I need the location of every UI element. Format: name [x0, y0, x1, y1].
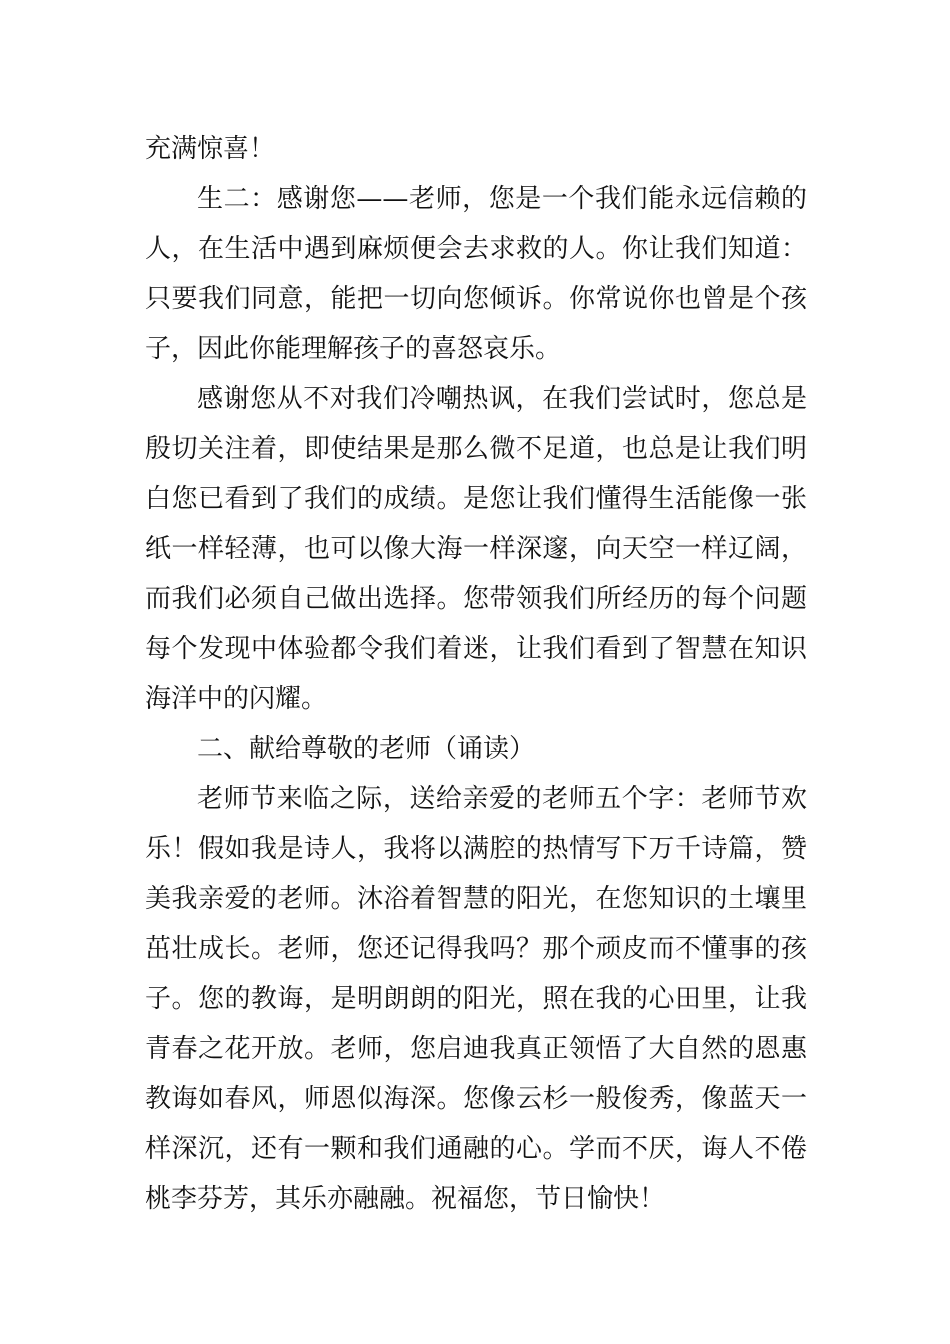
text-line: 纸一样轻薄，也可以像大海一样深邃，向天空一样辽阔， [145, 534, 807, 564]
text-line: 生二：感谢您——老师，您是一个我们能永远信赖的 [197, 184, 807, 214]
text-line: 青春之花开放。老师，您启迪我真正领悟了大自然的恩惠 [145, 1034, 807, 1064]
text-line: 教诲如春风，师恩似海深。您像云杉一般俊秀，像蓝天一 [145, 1084, 807, 1114]
text-line: 感谢您从不对我们冷嘲热讽，在我们尝试时，您总是 [197, 384, 807, 414]
text-line: 人，在生活中遇到麻烦便会去求救的人。你让我们知道： [145, 234, 807, 264]
text-line: 充满惊喜！ [145, 134, 276, 164]
text-line: 子，因此你能理解孩子的喜怒哀乐。 [145, 334, 562, 364]
text-line: 海洋中的闪耀。 [145, 684, 328, 714]
text-line: 子。您的教诲，是明朗朗的阳光，照在我的心田里，让我 [145, 984, 807, 1014]
document-body [145, 124, 807, 1224]
text-line: 桃李芬芳，其乐亦融融。祝福您，节日愉快！ [145, 1184, 666, 1214]
section-heading: 二、献给尊敬的老师（诵读） [197, 734, 536, 764]
text-line: 只要我们同意，能把一切向您倾诉。你常说你也曾是个孩 [145, 284, 807, 314]
text-line: 美我亲爱的老师。沐浴着智慧的阳光，在您知识的土壤里 [145, 884, 807, 914]
text-line: 样深沉，还有一颗和我们通融的心。学而不厌，诲人不倦 [145, 1134, 807, 1164]
text-line: 每个发现中体验都令我们着迷，让我们看到了智慧在知识 [145, 634, 807, 664]
text-line: 白您已看到了我们的成绩。是您让我们懂得生活能像一张 [145, 484, 807, 514]
text-line: 乐！假如我是诗人，我将以满腔的热情写下万千诗篇，赞 [145, 834, 807, 864]
text-line: 而我们必须自己做出选择。您带领我们所经历的每个问题 [145, 584, 807, 614]
text-line: 茁壮成长。老师，您还记得我吗？那个顽皮而不懂事的孩 [145, 934, 807, 964]
text-line: 殷切关注着，即使结果是那么微不足道，也总是让我们明 [145, 434, 807, 464]
text-line: 老师节来临之际，送给亲爱的老师五个字：老师节欢 [197, 784, 807, 814]
